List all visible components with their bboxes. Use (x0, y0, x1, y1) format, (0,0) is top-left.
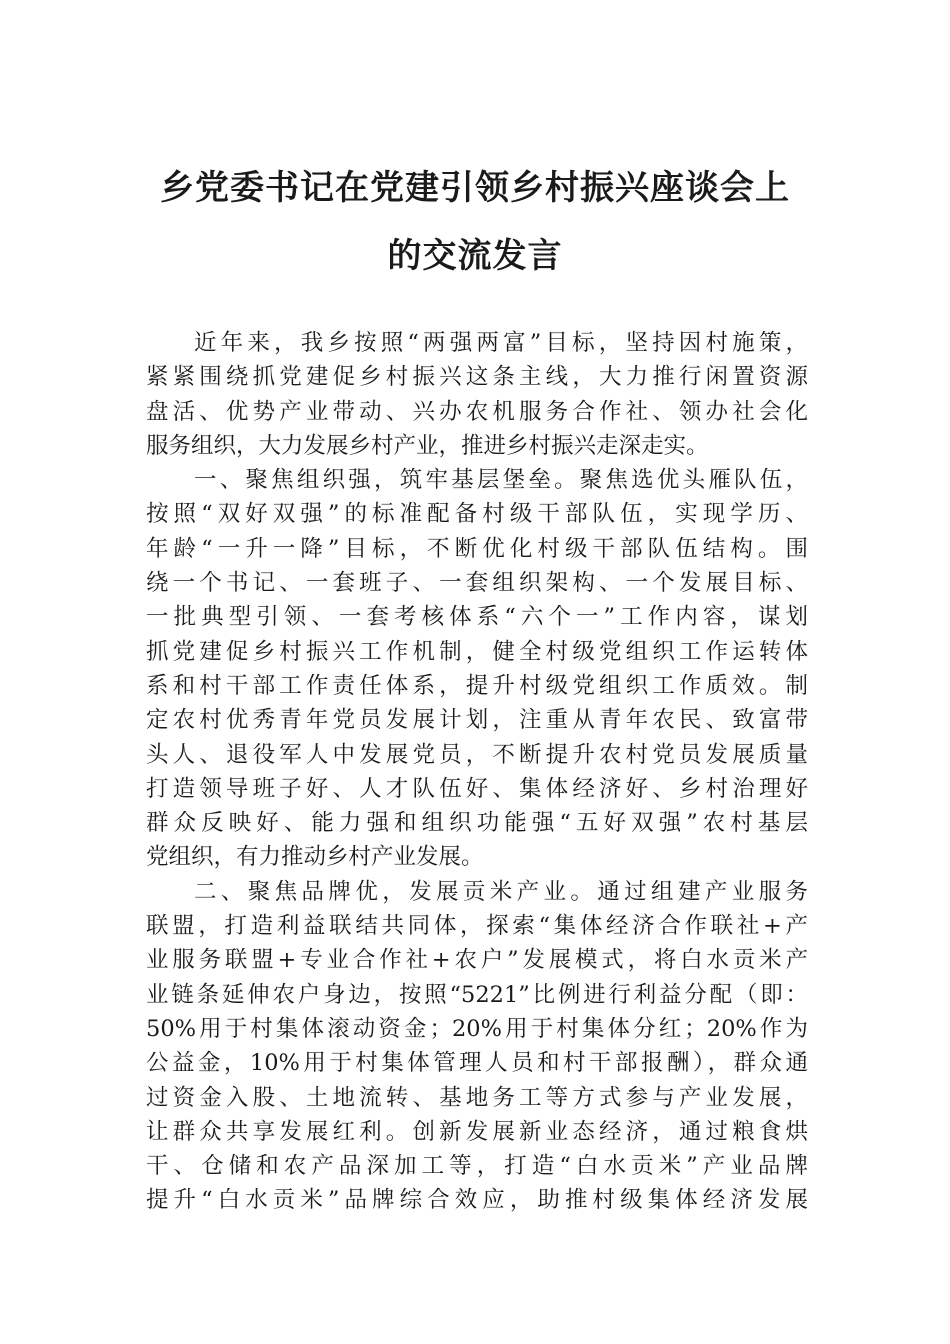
body-text-line: 干、仓储和农产品深加工等，打造“白水贡米”产业品牌 (146, 1153, 808, 1180)
body-text-line: 联盟，打造利益联结共同体，探索“集体经济合作联社+产 (146, 913, 808, 940)
body-text-line: 年龄“一升一降”目标，不断优化村级干部队伍结构。围 (146, 535, 808, 562)
body-text-line: 打造领导班子好、人才队伍好、集体经济好、乡村治理好 (146, 775, 808, 802)
body-text-line: 抓党建促乡村振兴工作机制，健全村级党组织工作运转体 (146, 638, 808, 665)
body-text-line: 系和村干部工作责任体系，提升村级党组织工作质效。制 (146, 672, 808, 699)
body-text-line: 群众反映好、能力强和组织功能强“五好双强”农村基层 (146, 810, 808, 837)
body-text-line: 定农村优秀青年党员发展计划，注重从青年农民、致富带 (146, 707, 808, 734)
body-text-line: 绕一个书记、一套班子、一套组织架构、一个发展目标、 (146, 570, 808, 597)
body-text-line: 按照“双好双强”的标准配备村级干部队伍，实现学历、 (146, 501, 808, 528)
body-text-line: 一批典型引领、一套考核体系“六个一”工作内容，谋划 (146, 604, 808, 631)
body-text-line: 一、聚焦组织强，筑牢基层堡垒。聚焦选优头雁队伍， (194, 467, 808, 494)
body-text-line: 50%用于村集体滚动资金；20%用于村集体分红；20%作为 (146, 1015, 808, 1042)
body-text-line: 过资金入股、土地流转、基地务工等方式参与产业发展， (146, 1084, 808, 1111)
body-text-line: 让群众共享发展红利。创新发展新业态经济，通过粮食烘 (146, 1118, 808, 1145)
body-text-line: 公益金，10%用于村集体管理人员和村干部报酬），群众通 (146, 1050, 808, 1077)
body-text-line: 紧紧围绕抓党建促乡村振兴这条主线，大力推行闲置资源 (146, 364, 808, 391)
body-text-line: 二、聚焦品牌优，发展贡米产业。通过组建产业服务 (194, 878, 808, 905)
body-text-line: 党组织，有力推动乡村产业发展。 (146, 844, 484, 871)
document-body (146, 326, 808, 1218)
body-text-line: 头人、退役军人中发展党员，不断提升农村党员发展质量 (146, 741, 808, 768)
body-text-line: 服务组织，大力发展乡村产业，推进乡村振兴走深走实。 (146, 432, 709, 459)
body-text-line: 业链条延伸农户身边，按照“5221”比例进行利益分配（即： (146, 981, 808, 1008)
body-text-line: 近年来，我乡按照“两强两富”目标，坚持因村施策， (194, 330, 808, 356)
document-title-line-2: 的交流发言 (387, 236, 563, 276)
body-text-line: 盘活、优势产业带动、兴办农机服务合作社、领办社会化 (146, 398, 808, 425)
document-title-line-1: 乡党委书记在党建引领乡村振兴座谈会上 (160, 168, 790, 208)
body-text-line: 业服务联盟+专业合作社+农户”发展模式，将白水贡米产 (146, 947, 808, 974)
body-text-line: 提升“白水贡米”品牌综合效应，助推村级集体经济发展 (146, 1187, 808, 1214)
